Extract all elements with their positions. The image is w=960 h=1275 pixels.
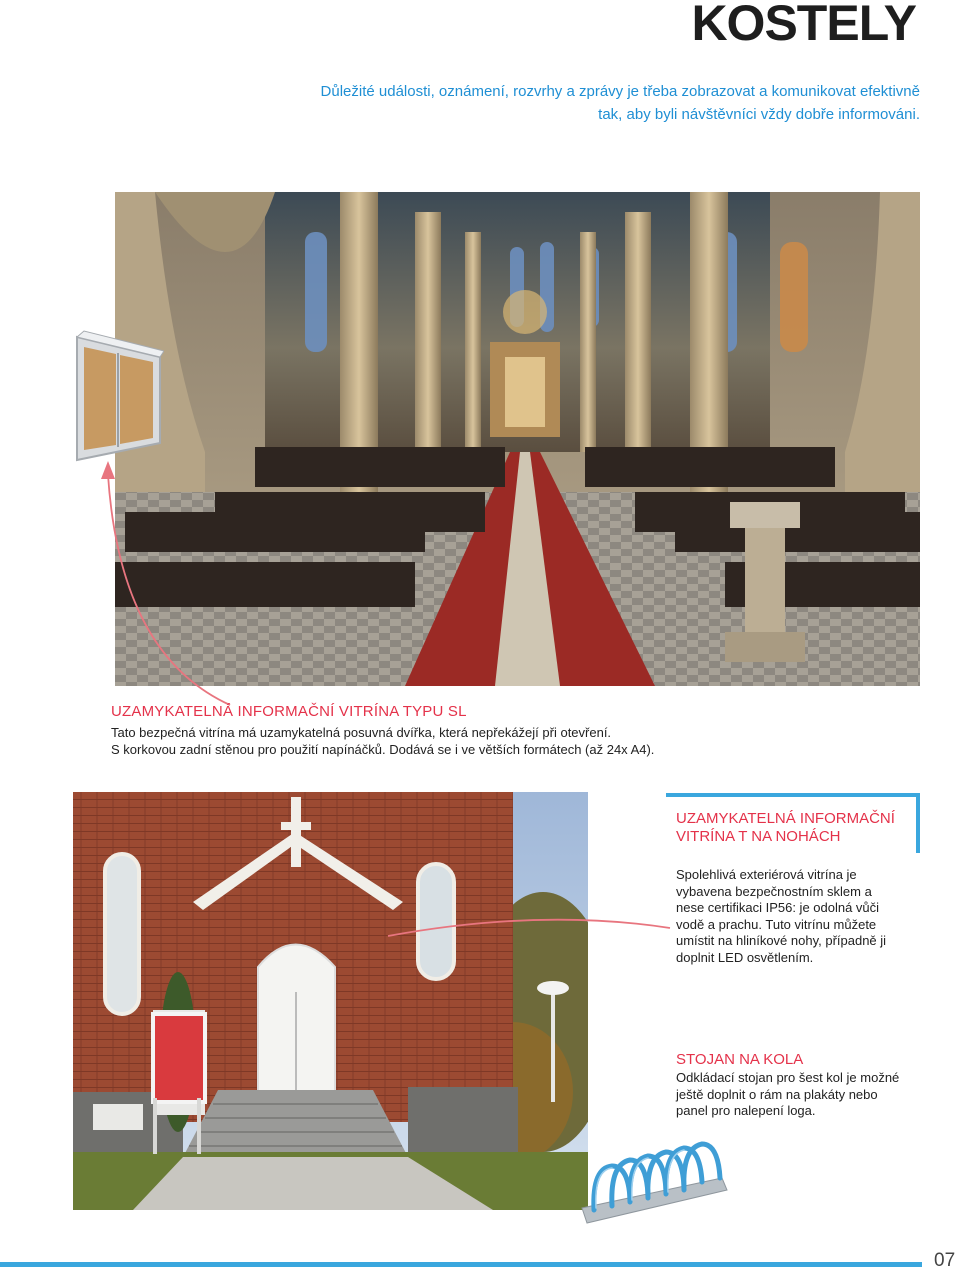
footer-rule	[0, 1262, 922, 1267]
church-interior-photo	[115, 192, 920, 686]
church-exterior-photo	[73, 792, 588, 1210]
page-title: KOSTELY	[691, 0, 916, 51]
vitrine-sl-illustration	[72, 325, 164, 465]
bike-stand-heading: STOJAN NA KOLA	[676, 1051, 804, 1068]
page-number: 07	[934, 1250, 956, 1271]
vitrine-sl-heading: UZAMYKATELNÁ INFORMAČNÍ VITRÍNA TYPU SL	[111, 703, 467, 720]
vitrine-t-heading: UZAMYKATELNÁ INFORMAČNÍ VITRÍNA T NA NOHÁCH	[676, 810, 895, 845]
vitrine-sl-line-1: Tato bezpečná vitrína má uzamykatelná posuvná dvířka, která nepřekážejí při otevření.	[111, 725, 612, 740]
intro-text: Důležité události, oznámení, rozvrhy a zprávy je třeba zobrazovat a komunikovat efektivně tak, aby byli návštěvníci vždy dobře informováni.	[320, 83, 920, 123]
vitrine-sl-description	[111, 724, 751, 758]
vitrine-t-description: Spolehlivá exteriérová vitrína je vybavena bezpečnostním sklem a nese certifikaci IP56: je odolná vůči vodě a prachu. Tuto vitrínu můžete umístit na hliníkové nohy, případně ji doplnit LED osvětlením.	[676, 867, 887, 965]
vitrine-sl-line-2: S korkovou zadní stěnou pro použití napínáčků. Dodává se i ve větších formátech (až 24x A4).	[111, 742, 655, 757]
bike-stand-description: Odkládací stojan pro šest kol je možné ještě doplnit o rám na plakáty nebo panel pro nalepení loga.	[676, 1070, 900, 1118]
bike-stand-illustration	[572, 1138, 732, 1232]
